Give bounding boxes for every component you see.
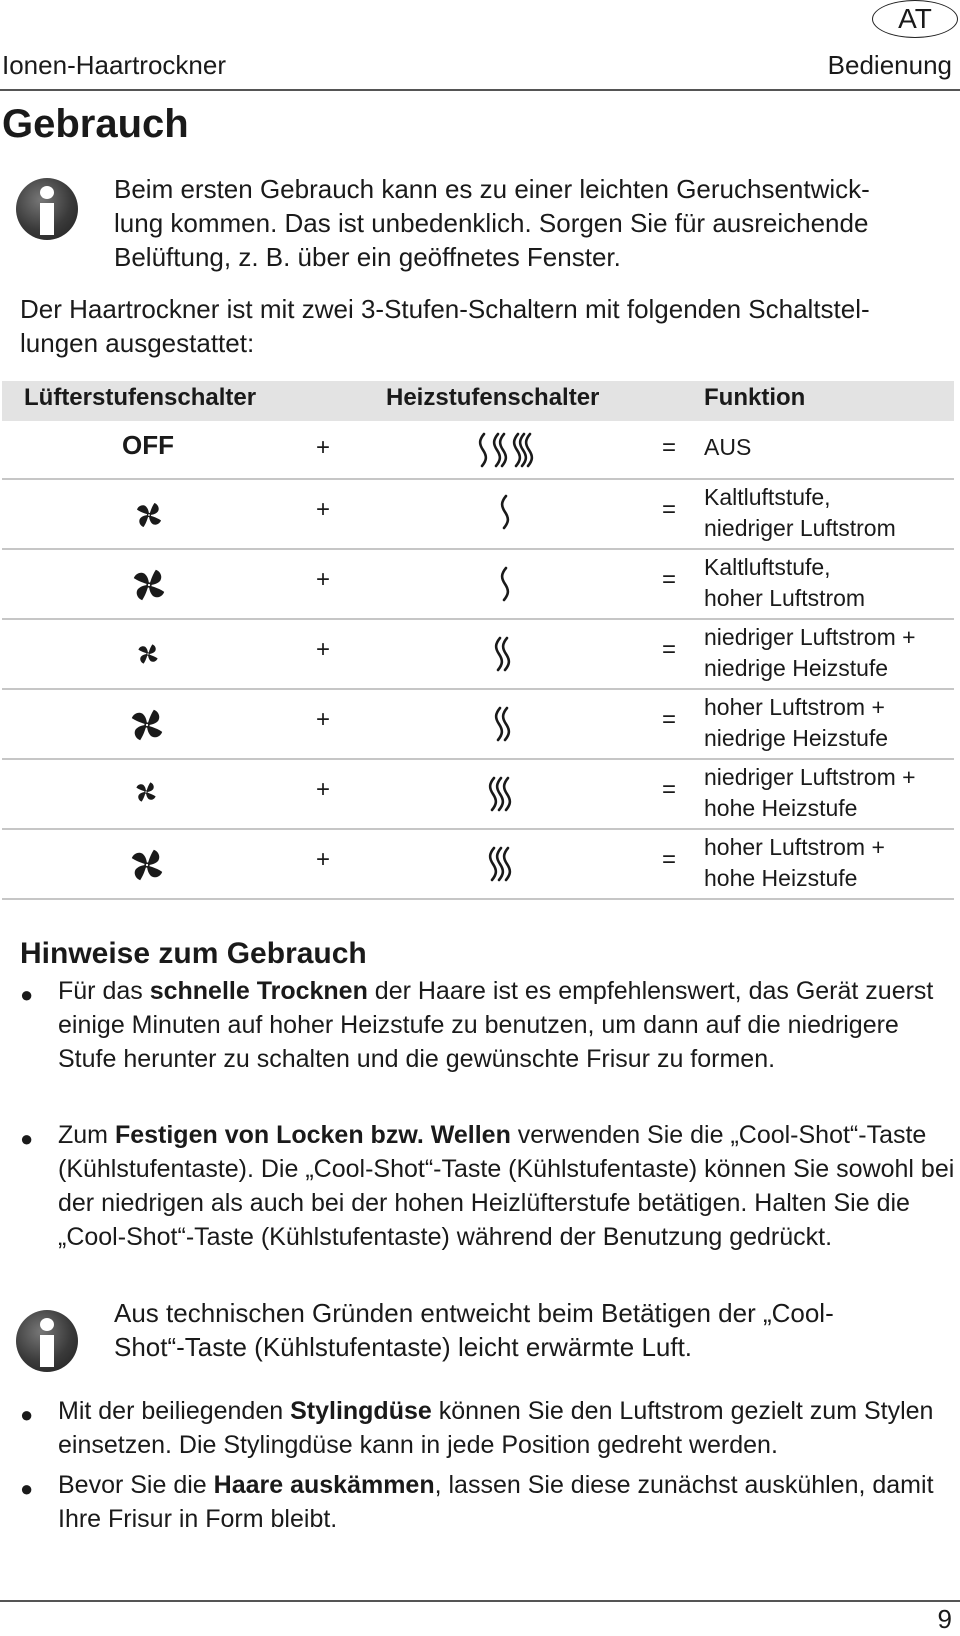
- column-header-heat: Heizstufenschalter: [386, 384, 600, 411]
- info-note-line: lung kommen. Das ist unbedenklich. Sorgen Sie für ausreichende: [114, 208, 869, 238]
- heat-all-levels-icon: [478, 432, 540, 468]
- equals-sign: =: [662, 776, 677, 803]
- note-text: verwenden Sie die „Cool-Shot“-Taste (Kühlstufentaste). Die „Cool-Shot“-Taste (Kühlstufentaste) können Sie sowohl bei der niedrigen als auch bei der hohen Heizlüfterstufe betätigen. Halten Sie die „Cool-Shot“-Taste (Kühlstufentaste) während der Benutzung gedrückt.: [58, 1121, 955, 1251]
- heat-level-2-icon: [494, 706, 512, 742]
- function-line: hoher Luftstrom: [704, 585, 866, 611]
- equals-sign: =: [662, 496, 677, 523]
- row-divider: [2, 478, 954, 480]
- country-badge: AT: [872, 0, 958, 38]
- function-text: [704, 622, 916, 684]
- function-text: [704, 692, 888, 754]
- plus-sign: +: [316, 566, 331, 593]
- switch-intro-text: [20, 292, 870, 360]
- function-text: [704, 552, 865, 614]
- function-text: [704, 762, 916, 824]
- note-text: , lassen Sie diese zunächst auskühlen, damit Ihre Frisur in Form bleibt.: [58, 1471, 934, 1533]
- function-text: [704, 832, 885, 894]
- fan-off-label: OFF: [122, 430, 174, 460]
- header-divider: [0, 89, 960, 91]
- bullet-marker: ●: [20, 1402, 34, 1427]
- function-line: Kaltluftstufe,: [704, 554, 831, 580]
- fan-high-icon: [130, 566, 168, 604]
- function-line: hoher Luftstrom +: [704, 834, 885, 860]
- equals-sign: =: [662, 566, 677, 593]
- plus-sign: +: [316, 706, 331, 733]
- function-text: [704, 432, 751, 463]
- note-text: Mit der beiliegenden: [58, 1397, 291, 1425]
- plus-sign: +: [316, 496, 331, 523]
- function-text: [704, 482, 896, 544]
- info-note-line: Aus technischen Gründen entweicht beim Betätigen der „Cool-: [114, 1298, 834, 1328]
- info-note-line: Belüftung, z. B. über ein geöffnetes Fenster.: [114, 242, 621, 272]
- note-emphasis: Stylingdüse: [290, 1397, 432, 1425]
- function-line: niedriger Luftstrom +: [704, 764, 916, 790]
- column-header-function: Funktion: [704, 384, 806, 411]
- equals-sign: =: [662, 636, 677, 663]
- column-header-fan: Lüfterstufenschalter: [24, 384, 257, 411]
- heat-level-1-icon: [500, 494, 510, 530]
- row-divider: [2, 828, 954, 830]
- function-line: Kaltluftstufe,: [704, 484, 831, 510]
- header-section-name: Bedienung: [827, 50, 952, 80]
- row-divider: [2, 618, 954, 620]
- plus-sign: +: [316, 434, 331, 461]
- plus-sign: +: [316, 776, 331, 803]
- bullet-marker: ●: [20, 982, 34, 1007]
- note-emphasis: Festigen von Locken bzw. Wellen: [114, 1121, 511, 1149]
- page-number: 9: [937, 1604, 952, 1634]
- info-note-cool-shot: [114, 1296, 834, 1364]
- info-note-line: Beim ersten Gebrauch kann es zu einer leichten Geruchsentwick-: [114, 174, 870, 204]
- function-line: niedriger Luftstrom: [704, 515, 896, 541]
- info-icon: [16, 178, 78, 240]
- fan-high-icon: [128, 846, 166, 884]
- note-text: können Sie den Luftstrom gezielt zum Stylen einsetzen. Die Stylingdüse kann in jede Position gedreht werden.: [58, 1397, 934, 1459]
- fan-low-icon: [134, 780, 158, 804]
- fan-high-icon: [128, 706, 166, 744]
- heat-level-1-icon: [500, 566, 510, 602]
- equals-sign: =: [662, 434, 677, 461]
- note-quick-drying: [58, 974, 958, 1076]
- note-comb-hair: [58, 1468, 958, 1536]
- heat-level-3-icon: [488, 846, 512, 882]
- plus-sign: +: [316, 846, 331, 873]
- info-note-first-use: [114, 172, 870, 274]
- function-line: hoher Luftstrom +: [704, 694, 885, 720]
- notes-heading: Hinweise zum Gebrauch: [20, 937, 367, 970]
- fan-low-icon: [134, 500, 164, 530]
- intro-line: lungen ausgestattet:: [20, 328, 255, 358]
- function-line: hohe Heizstufe: [704, 795, 858, 821]
- note-text: Bevor Sie die: [58, 1471, 214, 1499]
- note-text: der Haare ist es empfehlenswert, das Gerät zuerst einige Minuten auf hoher Heizstufe zu benutzen, um dann auf die niedrigere Stufe herunter zu schalten und die gewünschte Frisur zu formen.: [58, 977, 934, 1073]
- note-emphasis: schnelle Trocknen: [149, 977, 368, 1005]
- row-divider: [2, 758, 954, 760]
- function-line: AUS: [704, 434, 752, 460]
- note-emphasis: Haare auskämmen: [213, 1471, 435, 1499]
- row-divider: [2, 898, 954, 900]
- bullet-marker: ●: [20, 1126, 34, 1151]
- page-title: Gebrauch: [2, 102, 189, 146]
- footer-divider: [0, 1600, 960, 1602]
- info-note-line: Shot“-Taste (Kühlstufentaste) leicht erwärmte Luft.: [114, 1332, 693, 1362]
- note-text: Zum: [58, 1121, 115, 1149]
- fan-low-icon: [136, 642, 160, 666]
- row-divider: [2, 688, 954, 690]
- heat-level-2-icon: [494, 636, 512, 672]
- heat-level-3-icon: [488, 776, 512, 812]
- info-icon: [16, 1310, 78, 1372]
- function-line: niedrige Heizstufe: [704, 655, 889, 681]
- function-line: niedriger Luftstrom +: [704, 624, 916, 650]
- note-fix-curls: [58, 1118, 958, 1254]
- intro-line: Der Haartrockner ist mit zwei 3-Stufen-Schaltern mit folgenden Schaltstel-: [20, 294, 870, 324]
- function-line: hohe Heizstufe: [704, 865, 858, 891]
- row-divider: [2, 548, 954, 550]
- function-line: niedrige Heizstufe: [704, 725, 889, 751]
- bullet-marker: ●: [20, 1476, 34, 1501]
- equals-sign: =: [662, 846, 677, 873]
- plus-sign: +: [316, 636, 331, 663]
- note-text: Für das: [58, 977, 150, 1005]
- note-styling-nozzle: [58, 1394, 958, 1462]
- header-product-name: Ionen-Haartrockner: [2, 50, 226, 80]
- equals-sign: =: [662, 706, 677, 733]
